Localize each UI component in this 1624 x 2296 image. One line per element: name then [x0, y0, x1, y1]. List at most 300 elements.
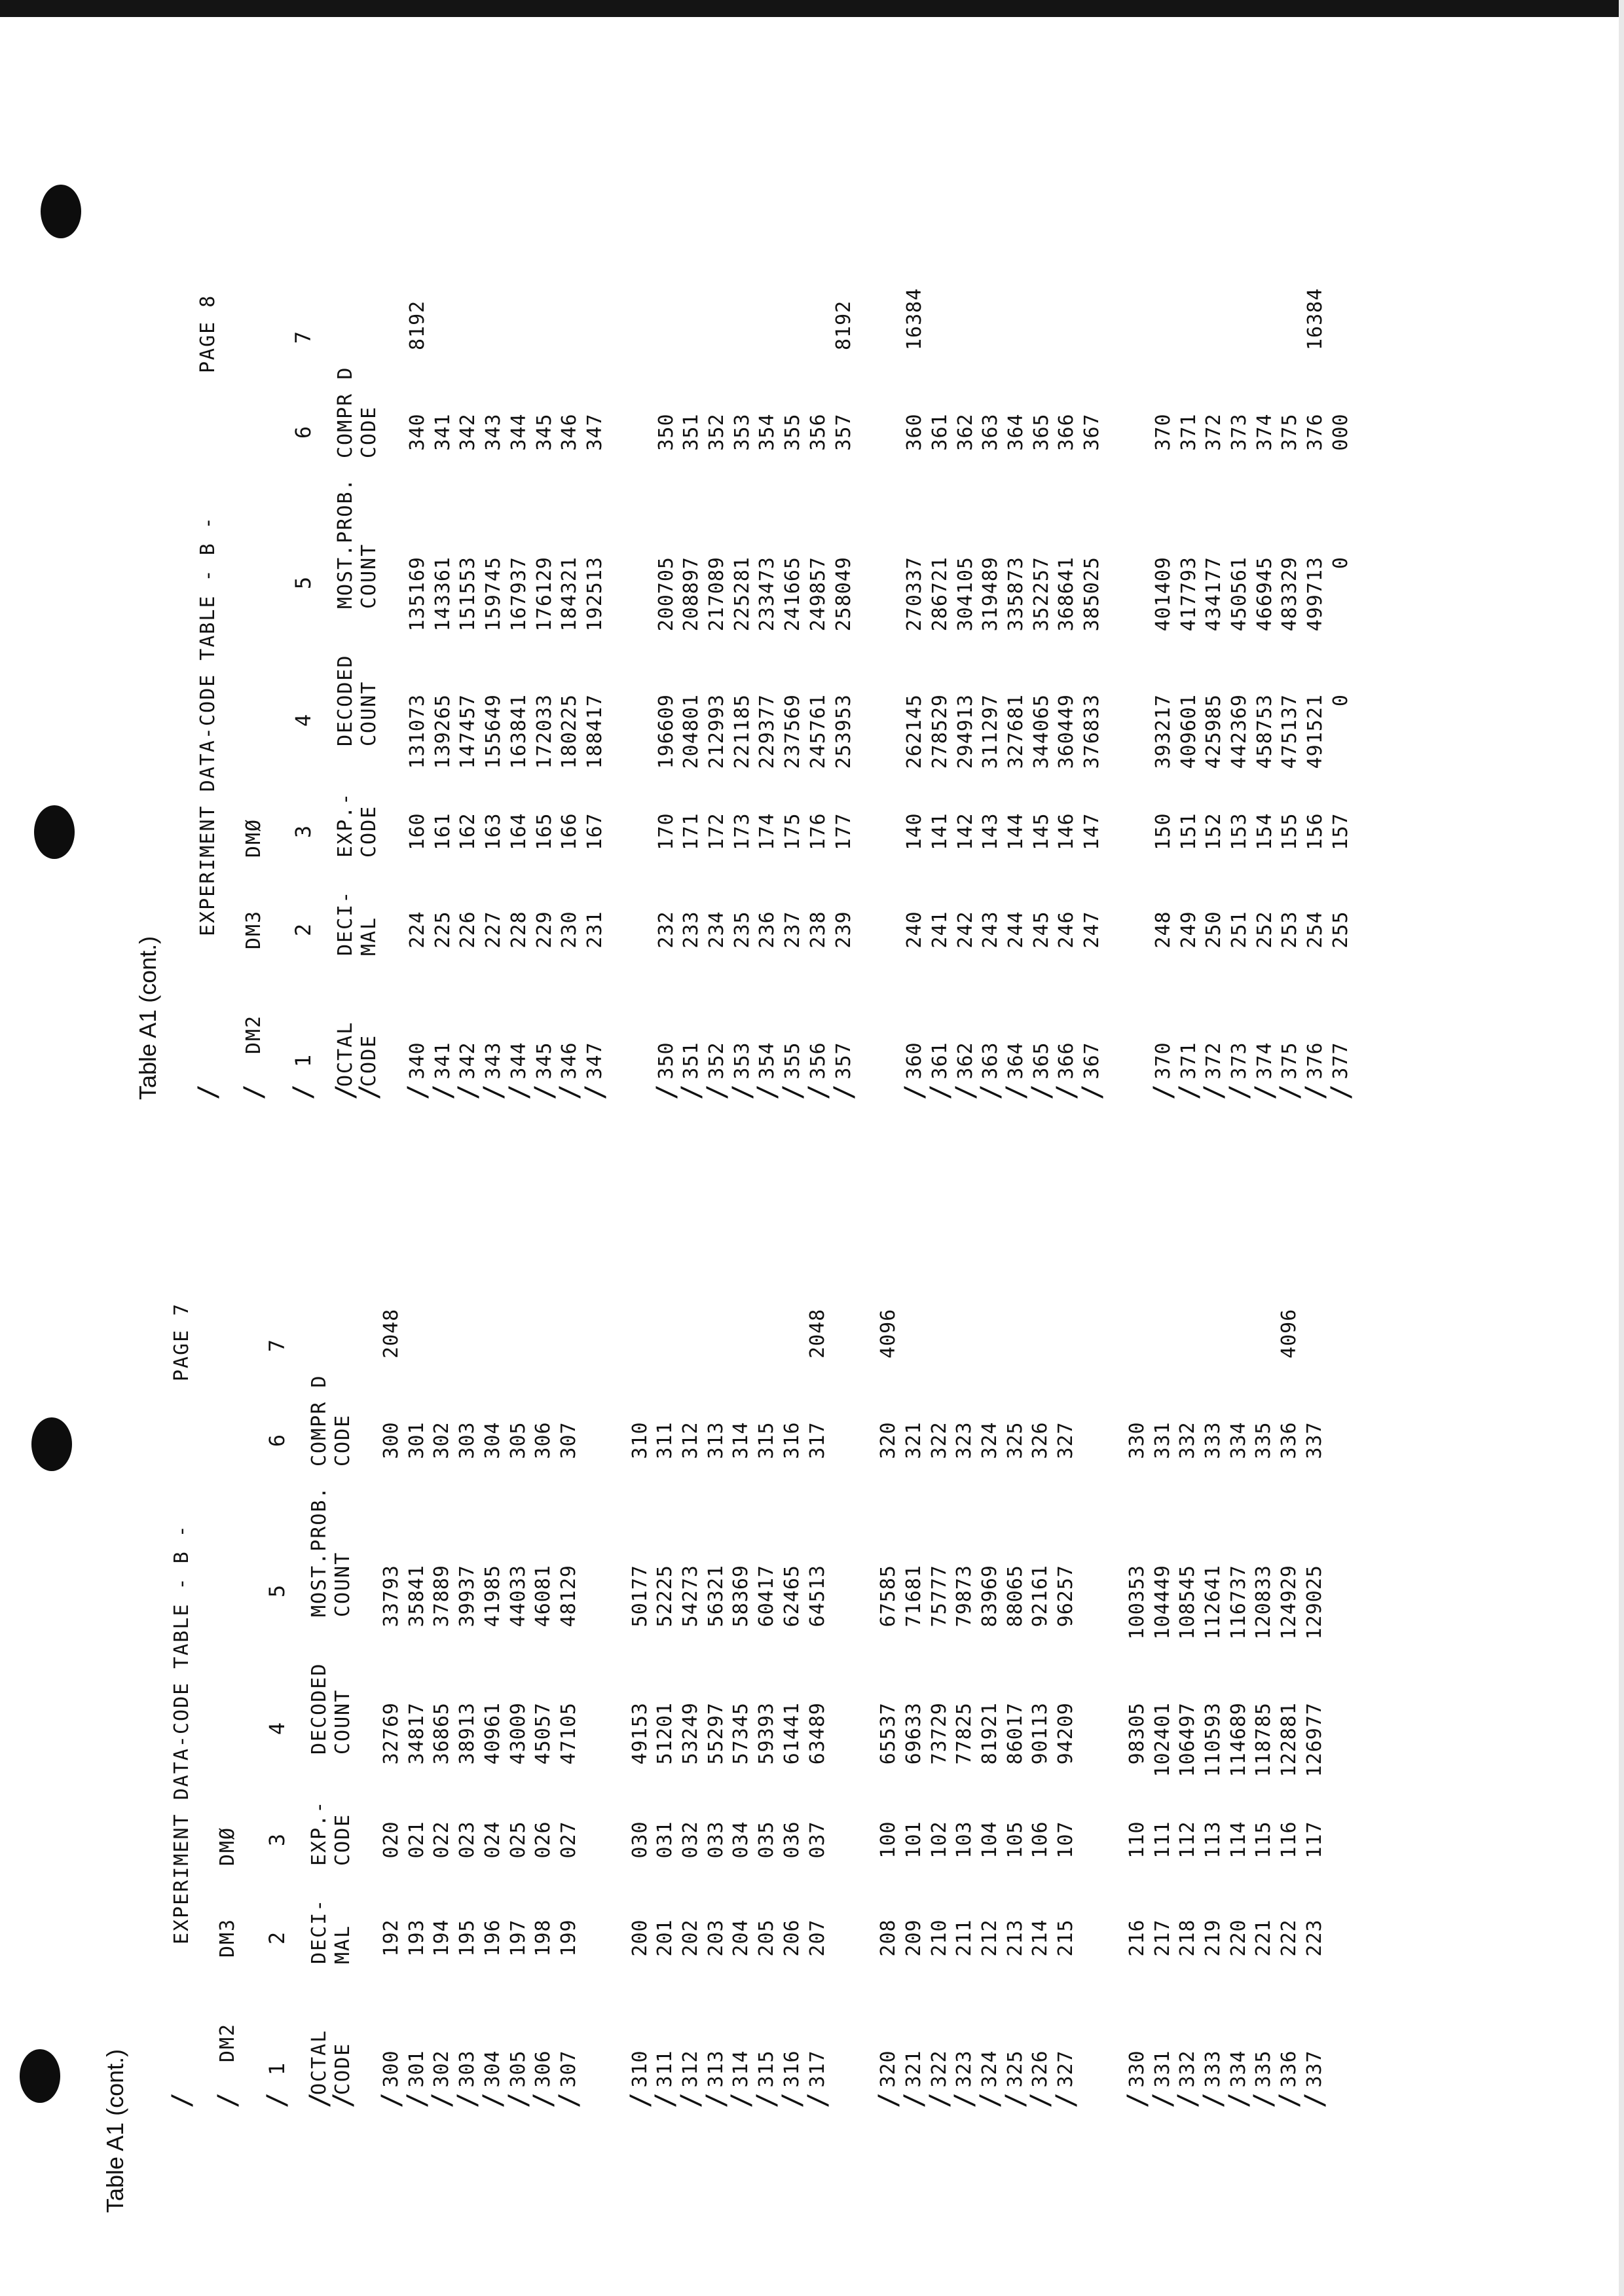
column-label: DECI-: [334, 890, 357, 956]
table-cell: 171: [680, 812, 703, 850]
slash-mark: /: [213, 2092, 243, 2108]
table-cell: 300: [380, 1421, 403, 1459]
slash-mark: /: [529, 1084, 560, 1100]
table-cell: 251: [1227, 911, 1251, 949]
table-cell: 226: [456, 911, 480, 949]
table-cell: 233473: [756, 556, 779, 632]
table-cell: 163841: [507, 694, 530, 769]
column-label: OCTAL: [308, 2029, 331, 2095]
table-cell: 43009: [506, 1702, 530, 1765]
table-cell: 225281: [730, 556, 754, 632]
table-cell: 195: [456, 1919, 479, 1957]
table-cell: 54273: [679, 1565, 702, 1628]
table-cell: 235: [730, 911, 754, 949]
table-cell: 345: [532, 413, 556, 451]
table-cell: 193: [405, 1919, 428, 1957]
table-cell: 385025: [1080, 556, 1104, 632]
table-cell: 316: [780, 1421, 803, 1459]
slash-mark: /: [1325, 1084, 1356, 1100]
table-cell: 417793: [1177, 556, 1200, 632]
table-cell: 51201: [654, 1702, 677, 1765]
table-cell: 371: [1177, 413, 1200, 451]
punch-hole: [20, 2049, 60, 2103]
slash-mark: /: [377, 2092, 407, 2108]
slash-mark: /: [288, 1084, 318, 1100]
column-7-value: 4096: [877, 1308, 900, 1358]
table-cell: 140: [903, 812, 927, 850]
subhead: DM3: [216, 1918, 239, 1958]
table-cell: 192513: [583, 556, 606, 632]
slash-mark: /: [1000, 2092, 1031, 2108]
table-cell: 200: [628, 1919, 652, 1957]
slash-mark: /: [676, 1084, 707, 1100]
table-cell: 146: [1055, 812, 1079, 850]
table-cell: 228: [507, 911, 530, 949]
table-cell: 98305: [1125, 1702, 1149, 1765]
table-cell: 337: [1302, 2050, 1326, 2088]
table-cell: 304: [481, 2050, 504, 2088]
slash-mark: /: [553, 2092, 584, 2108]
table-cell: 113: [1201, 1821, 1225, 1859]
column-label: OCTAL: [334, 1021, 357, 1087]
table-cell: 303: [456, 1421, 479, 1459]
table-cell: 233: [680, 911, 703, 949]
table-cell: 312: [679, 2050, 702, 2088]
table-cell: 305: [506, 2050, 530, 2088]
slash-mark: /: [1198, 2092, 1228, 2108]
data-code-table-page-8: [190, 118, 1356, 1113]
slash-mark: /: [167, 2092, 197, 2108]
slash-mark: /: [1173, 1084, 1204, 1100]
table-cell: 173: [730, 812, 754, 850]
table-cell: 107: [1054, 1821, 1078, 1859]
slash-mark: /: [900, 1084, 931, 1100]
table-caption: Table A1 (cont.): [134, 936, 161, 1100]
table-cell: 331: [1151, 2050, 1174, 2088]
table-cell: 333: [1201, 1421, 1225, 1459]
table-cell: 306: [532, 2050, 555, 2088]
table-cell: 241665: [781, 556, 805, 632]
table-cell: 65537: [877, 1702, 900, 1765]
table-cell: 343: [482, 413, 506, 451]
table-cell: 239: [832, 911, 855, 949]
table-cell: 376: [1304, 413, 1327, 451]
table-cell: 350: [654, 413, 678, 451]
slash-mark: /: [1077, 1084, 1108, 1100]
slash-mark: /: [651, 1084, 682, 1100]
table-cell: 35841: [405, 1565, 428, 1628]
slash-mark: /: [453, 1084, 484, 1100]
table-cell: 344: [507, 1042, 530, 1080]
table-cell: 102401: [1151, 1702, 1174, 1777]
table-cell: 362: [953, 413, 977, 451]
table-cell: 352: [705, 1042, 728, 1080]
table-cell: 34817: [405, 1702, 428, 1765]
column-label: MOST.PROB.: [334, 477, 357, 609]
slash-mark: /: [479, 1084, 509, 1100]
table-cell: 325: [1003, 2050, 1027, 2088]
table-cell: 360: [903, 413, 927, 451]
table-cell: 355: [781, 1042, 805, 1080]
table-cell: 56321: [704, 1565, 728, 1628]
table-cell: 363: [979, 413, 1003, 451]
table-cell: 377: [1329, 1042, 1352, 1080]
punch-hole: [34, 805, 75, 859]
table-cell: 203: [704, 1919, 728, 1957]
table-cell: 58369: [729, 1565, 753, 1628]
table-cell: 367: [1080, 413, 1104, 451]
table-cell: 466945: [1253, 556, 1276, 632]
slash-mark: /: [1001, 1084, 1031, 1100]
table-cell: 110593: [1201, 1702, 1225, 1777]
table-cell: 337: [1302, 1421, 1326, 1459]
table-cell: 50177: [628, 1565, 652, 1628]
column-label: COMPR D: [334, 366, 357, 458]
table-cell: 340: [406, 413, 429, 451]
slash-mark: /: [1122, 2092, 1153, 2108]
column-number: 5: [291, 575, 316, 590]
table-cell: 62465: [780, 1565, 803, 1628]
table-cell: 225: [431, 911, 454, 949]
table-cell: 321: [902, 1421, 925, 1459]
table-cell: 175: [781, 812, 805, 850]
table-cell: 317: [805, 1421, 829, 1459]
column-label: CODE: [358, 405, 380, 458]
table-cell: 164: [507, 812, 530, 850]
table-cell: 86017: [1003, 1702, 1027, 1765]
table-cell: 221185: [730, 694, 754, 769]
table-cell: 75777: [927, 1565, 951, 1628]
table-cell: 262145: [903, 694, 927, 769]
table-cell: 020: [380, 1821, 403, 1859]
slash-mark: /: [803, 1084, 834, 1100]
table-cell: 330: [1125, 2050, 1149, 2088]
table-cell: 100: [877, 1821, 900, 1859]
table-cell: 120833: [1252, 1565, 1276, 1640]
table-cell: 205: [755, 1919, 779, 1957]
table-cell: 61441: [780, 1702, 803, 1765]
table-cell: 325: [1003, 1421, 1027, 1459]
table-cell: 323: [953, 1421, 976, 1459]
table-title: EXPERIMENT DATA-CODE TABLE - B -: [196, 516, 219, 936]
table-cell: 117: [1302, 1821, 1326, 1859]
table-cell: 027: [557, 1821, 580, 1859]
table-cell: 314: [729, 1421, 753, 1459]
table-cell: 347: [583, 1042, 606, 1080]
table-cell: 483329: [1278, 556, 1302, 632]
table-cell: 241: [928, 911, 951, 949]
table-cell: 150: [1151, 812, 1175, 850]
table-cell: 220: [1227, 1919, 1250, 1957]
column-7-value: 2048: [380, 1308, 403, 1358]
slash-mark: /: [676, 2092, 706, 2108]
slash-mark: /: [331, 1084, 361, 1100]
slash-mark: /: [752, 1084, 783, 1100]
table-cell: 475137: [1278, 694, 1302, 769]
table-cell: 326: [1029, 2050, 1052, 2088]
table-cell: 301: [405, 2050, 428, 2088]
table-cell: 333: [1201, 2050, 1225, 2088]
table-cell: 301: [405, 1421, 428, 1459]
table-cell: 335873: [1005, 556, 1027, 632]
table-cell: 034: [729, 1821, 753, 1859]
column-label: CODE: [331, 1413, 354, 1467]
slash-mark: /: [304, 2092, 335, 2108]
table-cell: 375: [1278, 413, 1302, 451]
page-label: PAGE 7: [170, 1302, 193, 1381]
table-cell: 114: [1227, 1821, 1250, 1859]
table-cell: 165: [532, 812, 556, 850]
table-cell: 77825: [953, 1702, 976, 1765]
table-cell: 103: [953, 1821, 976, 1859]
table-cell: 303: [456, 2050, 479, 2088]
slash-mark: /: [1274, 2092, 1304, 2108]
table-cell: 167: [583, 812, 606, 850]
column-number: 7: [265, 1338, 289, 1353]
table-cell: 401409: [1151, 556, 1175, 632]
column-label: DECODED: [308, 1662, 331, 1755]
table-cell: 217: [1151, 1919, 1174, 1957]
table-cell: 370: [1151, 1042, 1175, 1080]
table-cell: 342: [456, 413, 480, 451]
table-cell: 106497: [1176, 1702, 1200, 1777]
table-cell: 313: [704, 2050, 728, 2088]
table-cell: 162: [456, 812, 480, 850]
column-number: 1: [291, 1053, 316, 1068]
table-cell: 236: [756, 911, 779, 949]
table-cell: 112641: [1201, 1565, 1225, 1640]
table-cell: 161: [431, 812, 454, 850]
slash-mark: /: [1052, 1084, 1082, 1100]
column-7-value: 16384: [903, 287, 927, 350]
table-cell: 37889: [430, 1565, 454, 1628]
table-cell: 354: [756, 1042, 779, 1080]
table-cell: 372: [1202, 413, 1226, 451]
table-cell: 101: [902, 1821, 925, 1859]
slash-mark: /: [401, 2092, 432, 2108]
column-label: DECODED: [334, 654, 357, 746]
scan-top-border: [0, 0, 1624, 17]
table-cell: 364: [1005, 413, 1027, 451]
table-cell: 131073: [406, 694, 429, 769]
table-cell: 491521: [1304, 694, 1327, 769]
table-cell: 023: [456, 1821, 479, 1859]
table-cell: 024: [481, 1821, 504, 1859]
table-cell: 184321: [558, 556, 581, 632]
slash-mark: /: [778, 1084, 809, 1100]
table-cell: 336: [1278, 2050, 1301, 2088]
table-cell: 176: [806, 812, 830, 850]
table-cell: 135169: [406, 556, 429, 632]
table-cell: 106: [1029, 1821, 1052, 1859]
table-cell: 0: [1329, 694, 1352, 707]
table-cell: 49153: [628, 1702, 652, 1765]
table-cell: 336: [1278, 1421, 1301, 1459]
table-cell: 286721: [928, 556, 951, 632]
slash-mark: /: [1199, 1084, 1230, 1100]
table-cell: 108545: [1176, 1565, 1200, 1640]
column-label: COUNT: [331, 1688, 354, 1755]
table-cell: 44033: [506, 1565, 530, 1628]
table-cell: 172033: [532, 694, 556, 769]
table-cell: 122881: [1278, 1702, 1301, 1777]
table-title: EXPERIMENT DATA-CODE TABLE - B -: [170, 1524, 193, 1944]
subhead: DM3: [242, 909, 265, 950]
table-cell: 100353: [1125, 1565, 1149, 1640]
table-cell: 330: [1125, 1421, 1149, 1459]
table-cell: 124929: [1278, 1565, 1301, 1640]
table-cell: 63489: [805, 1702, 829, 1765]
slash-mark: /: [403, 1084, 433, 1100]
table-cell: 245: [1029, 911, 1053, 949]
table-cell: 326: [1029, 1421, 1052, 1459]
table-cell: 450561: [1227, 556, 1251, 632]
table-cell: 334: [1227, 2050, 1250, 2088]
column-7-value: 16384: [1304, 287, 1327, 350]
table-cell: 036: [780, 1821, 803, 1859]
table-cell: 320: [877, 2050, 900, 2088]
slash-mark: /: [702, 1084, 732, 1100]
table-cell: 357: [832, 1042, 855, 1080]
table-cell: 237569: [781, 694, 805, 769]
table-cell: 151553: [456, 556, 480, 632]
table-cell: 48129: [557, 1565, 580, 1628]
table-cell: 247: [1080, 911, 1104, 949]
table-cell: 244: [1005, 911, 1027, 949]
column-number: 5: [265, 1584, 289, 1598]
slash-mark: /: [828, 1084, 859, 1100]
slash-mark: /: [193, 1084, 223, 1100]
table-cell: 215: [1054, 1919, 1078, 1957]
column-number: 6: [291, 425, 316, 439]
table-cell: 374: [1253, 1042, 1276, 1080]
table-cell: 356: [806, 1042, 830, 1080]
table-cell: 216: [1125, 1919, 1149, 1957]
table-cell: 147: [1080, 812, 1104, 850]
table-cell: 111: [1151, 1821, 1174, 1859]
table-cell: 252: [1253, 911, 1276, 949]
table-cell: 335: [1252, 1421, 1276, 1459]
table-cell: 352257: [1029, 556, 1053, 632]
table-cell: 155: [1278, 812, 1302, 850]
punch-hole: [41, 185, 81, 238]
table-cell: 250: [1202, 911, 1226, 949]
table-cell: 159745: [482, 556, 506, 632]
table-caption: Table A1 (cont.): [101, 2049, 128, 2213]
slash-mark: /: [950, 1084, 981, 1100]
slash-mark: /: [976, 1084, 1006, 1100]
table-cell: 92161: [1029, 1565, 1052, 1628]
slash-mark: /: [427, 2092, 458, 2108]
table-cell: 174: [756, 812, 779, 850]
table-cell: 41985: [481, 1565, 504, 1628]
table-cell: 361: [928, 413, 951, 451]
table-cell: 315: [755, 1421, 779, 1459]
table-cell: 53249: [679, 1702, 702, 1765]
table-cell: 170: [654, 812, 678, 850]
table-cell: 40961: [481, 1702, 504, 1765]
slash-mark: /: [925, 1084, 955, 1100]
table-cell: 69633: [902, 1702, 925, 1765]
table-cell: 163: [482, 812, 506, 850]
table-cell: 249: [1177, 911, 1200, 949]
table-cell: 365: [1029, 1042, 1053, 1080]
table-cell: 94209: [1054, 1702, 1078, 1765]
column-number: 6: [265, 1433, 289, 1448]
table-cell: 302: [430, 1421, 454, 1459]
column-label: CODE: [358, 1034, 380, 1087]
table-cell: 211: [953, 1919, 976, 1957]
column-number: 3: [265, 1832, 289, 1847]
table-cell: 362: [953, 1042, 977, 1080]
table-cell: 243: [979, 911, 1003, 949]
slash-mark: /: [1173, 2092, 1204, 2108]
slash-mark: /: [975, 2092, 1005, 2108]
table-cell: 357: [832, 413, 855, 451]
table-cell: 370: [1151, 413, 1175, 451]
table-cell: 351: [680, 1042, 703, 1080]
table-cell: 210: [927, 1919, 951, 1957]
table-cell: 143361: [431, 556, 454, 632]
table-cell: 304105: [953, 556, 977, 632]
slash-mark: /: [555, 1084, 585, 1100]
slash-mark: /: [1299, 2092, 1330, 2108]
subhead: DM2: [242, 1014, 265, 1055]
table-cell: 331: [1151, 1421, 1174, 1459]
table-cell: 222: [1278, 1919, 1301, 1957]
subhead: DM2: [216, 2022, 239, 2063]
table-cell: 166: [558, 812, 581, 850]
column-label: COMPR D: [308, 1374, 331, 1467]
table-cell: 312: [679, 1421, 702, 1459]
table-cell: 294913: [953, 694, 977, 769]
table-cell: 207: [805, 1919, 829, 1957]
subhead: DMØ: [242, 818, 265, 858]
table-cell: 307: [557, 1421, 580, 1459]
table-cell: 249857: [806, 556, 830, 632]
table-cell: 317: [805, 2050, 829, 2088]
table-cell: 229: [532, 911, 556, 949]
table-cell: 176129: [532, 556, 556, 632]
table-cell: 360449: [1055, 694, 1079, 769]
table-cell: 302: [430, 2050, 454, 2088]
slash-mark: /: [1223, 2092, 1254, 2108]
table-cell: 458753: [1253, 694, 1276, 769]
table-cell: 361: [928, 1042, 951, 1080]
table-cell: 035: [755, 1821, 779, 1859]
slash-mark: /: [504, 1084, 534, 1100]
table-cell: 304: [481, 1421, 504, 1459]
column-7-value: 2048: [805, 1308, 829, 1358]
table-cell: 346: [558, 413, 581, 451]
table-cell: 322: [927, 1421, 951, 1459]
table-cell: 177: [832, 812, 855, 850]
table-cell: 032: [679, 1821, 702, 1859]
table-cell: 143: [979, 812, 1003, 850]
table-cell: 355: [781, 413, 805, 451]
table-cell: 030: [628, 1821, 652, 1859]
table-cell: 172: [705, 812, 728, 850]
slash-mark: /: [262, 2092, 292, 2108]
column-7-value: 8192: [406, 300, 429, 350]
table-cell: 335: [1252, 2050, 1276, 2088]
table-cell: 341: [431, 1042, 454, 1080]
table-cell: 316: [780, 2050, 803, 2088]
table-cell: 021: [405, 1821, 428, 1859]
table-cell: 208897: [680, 556, 703, 632]
table-cell: 139265: [431, 694, 454, 769]
column-7-value: 4096: [1278, 1308, 1301, 1358]
